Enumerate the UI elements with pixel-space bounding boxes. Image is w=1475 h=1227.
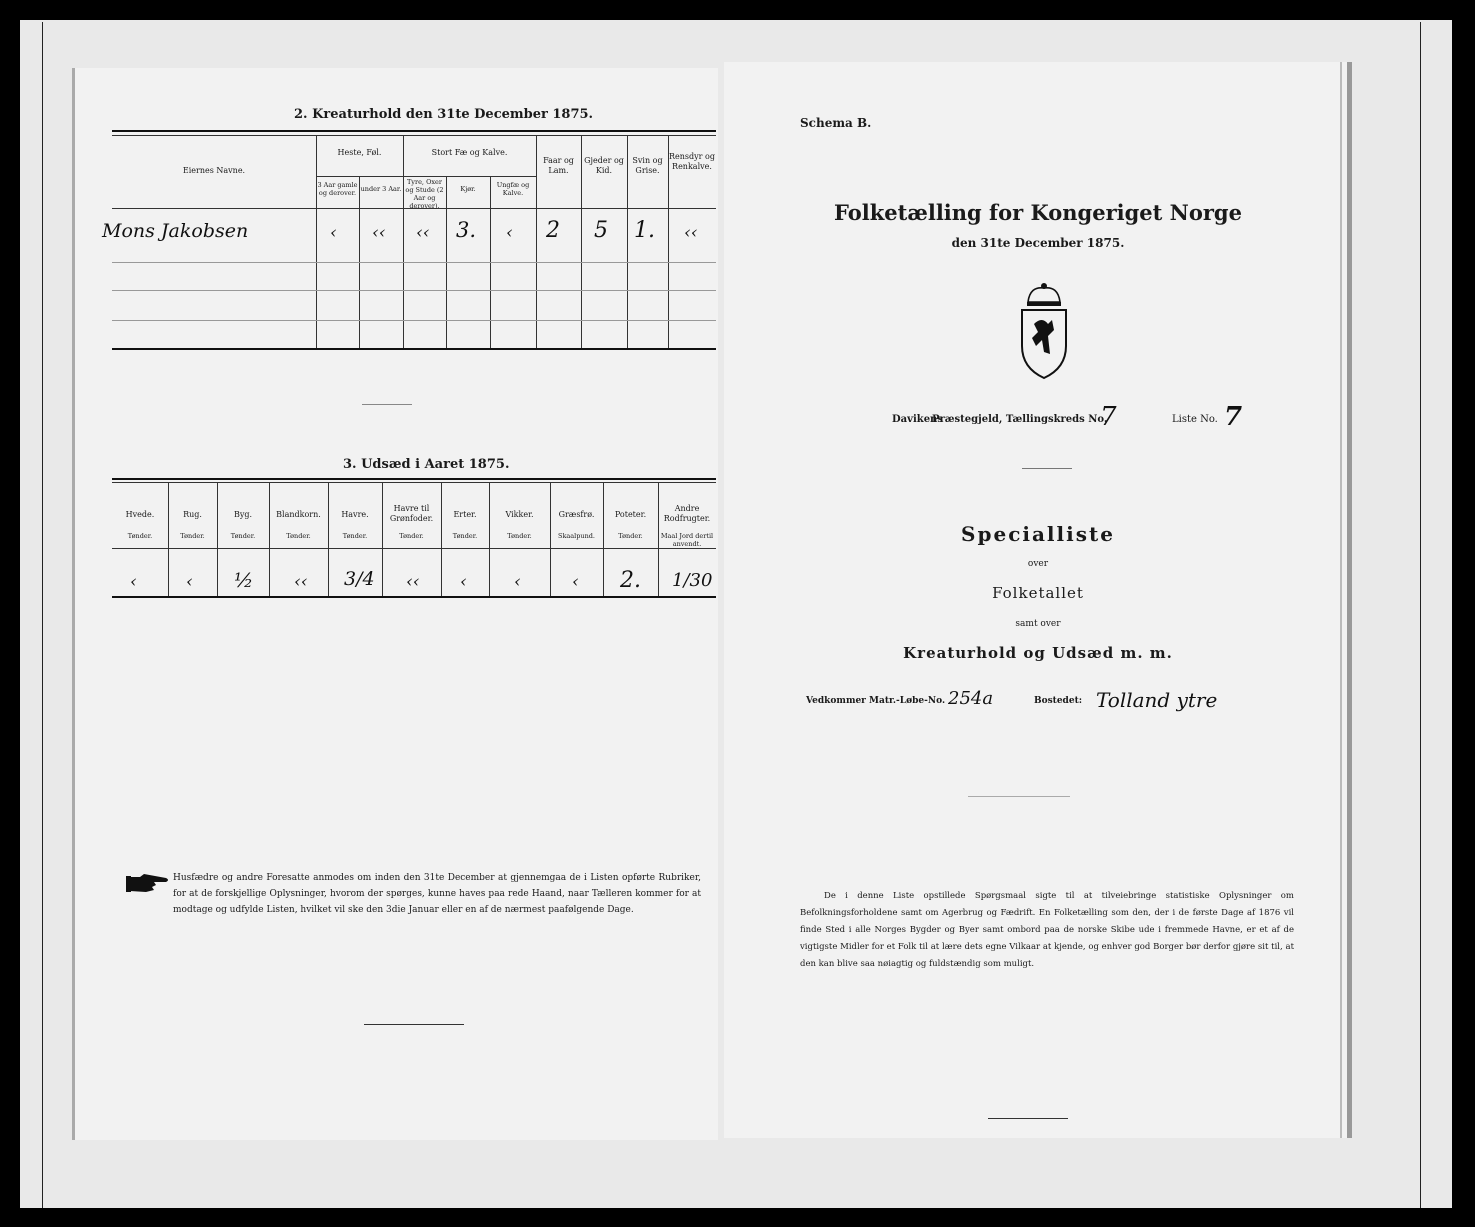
- udsaed-header-4: Blandkorn.: [276, 510, 321, 519]
- col-header-gjeder: Gjeder og Kid.: [584, 156, 624, 175]
- kreaturhold-label: Kreaturhold og Udsæd m. m.: [903, 644, 1173, 662]
- bosted-label: Bostedet:: [1034, 696, 1083, 706]
- udsaed-value-3: ½: [234, 568, 254, 592]
- scan-frame-right: [1420, 22, 1421, 1208]
- udsaed-unit-2: Tønder.: [180, 532, 205, 540]
- col-header-stort-sub2: Kjør.: [460, 185, 476, 193]
- col-header-stort-sub1: Tyre, Oxer og Stude (2 Aar og derover).: [405, 178, 444, 210]
- specialliste-title: Specialliste: [961, 522, 1115, 546]
- samt-over-label: samt over: [1015, 619, 1061, 629]
- udsaed-value-1: ‹: [130, 572, 137, 592]
- udsaed-value-5: 3/4: [344, 568, 375, 590]
- udsaed-unit-5: Tønder.: [342, 532, 368, 540]
- udsaed-header-2: Rug.: [183, 510, 202, 519]
- footer-text: De i denne Liste opstillede Spørgsmaal sigte til at tilveiebringe statistiske Oplysninger om Befolkningsforholdene samt om Agerbrug og Fædrift. En Folketælling som den, der i de første Dage af 1876 vil finde Sted i alle Norges Bygder og Byer samt ombord paa de norske Skibe ude i fremmede Havne, er et af de vigtigste Midler for et Folk til at lære dets egne Vilkaar at kjende, og enhver god Borger bør derfor gjøre sit til, at den kan blive saa nøiagtig og fuldstændig som muligt.: [800, 891, 1294, 969]
- over-label: over: [1027, 559, 1049, 569]
- col-header-heste: Heste, Føl.: [337, 148, 382, 157]
- udsaed-value-9: ‹: [572, 572, 579, 592]
- col-header-svin: Svin og Grise.: [632, 156, 663, 175]
- livestock-value-4: 3.: [456, 218, 477, 242]
- kreds-number: 7: [1100, 402, 1117, 432]
- bosted-value: Tolland ytre: [1096, 688, 1218, 712]
- udsaed-header-11: Andre Rodfrugter.: [663, 504, 711, 523]
- col-header-rensdyr: Rensdyr og Renkalve.: [669, 152, 715, 171]
- col-header-name: Eiernes Navne.: [182, 166, 246, 175]
- col-header-heste-sub1: 3 Aar gamle og derover.: [317, 181, 358, 197]
- udsaed-unit-6: Tønder.: [399, 532, 424, 540]
- col-header-stort: Stort Fæ og Kalve.: [431, 148, 508, 157]
- udsaed-header-7: Erter.: [453, 510, 477, 519]
- livestock-value-6: 2: [546, 218, 560, 243]
- udsaed-header-10: Poteter.: [614, 510, 647, 519]
- livestock-value-7: 5: [594, 218, 608, 243]
- udsaed-value-8: ‹: [514, 572, 521, 592]
- livestock-value-5: ‹: [506, 223, 513, 243]
- udsaed-unit-8: Tønder.: [507, 532, 532, 540]
- location-label: Præstegjeld, Tællingskreds No.: [932, 414, 1108, 425]
- udsaed-value-11: 1/30: [672, 570, 713, 591]
- liste-label: Liste No.: [1172, 414, 1218, 425]
- udsaed-unit-11: Maal Jord dertil anvendt.: [660, 532, 714, 548]
- udsaed-unit-9: Skaalpund.: [558, 532, 595, 540]
- schema-label: Schema B.: [800, 116, 872, 130]
- udsaed-unit-4: Tønder.: [286, 532, 311, 540]
- livestock-value-9: ‹‹: [684, 223, 698, 243]
- udsaed-value-10: 2.: [620, 568, 641, 593]
- udsaed-unit-10: Tønder.: [618, 532, 643, 540]
- census-title: Folketælling for Kongeriget Norge: [834, 200, 1242, 225]
- matr-number: 254a: [948, 688, 994, 709]
- coat-of-arms-icon: [1014, 280, 1074, 380]
- pointing-hand-icon: [126, 872, 170, 894]
- udsaed-value-4: ‹‹: [294, 572, 308, 592]
- section3-title: 3. Udsæd i Aaret 1875.: [343, 457, 510, 472]
- udsaed-unit-7: Tønder.: [452, 532, 478, 540]
- udsaed-value-6: ‹‹: [406, 572, 420, 592]
- right-page: [724, 62, 1352, 1138]
- udsaed-value-7: ‹: [460, 572, 467, 592]
- section2-title: 2. Kreaturhold den 31te December 1875.: [294, 107, 594, 122]
- udsaed-header-6: Havre til Grønfoder.: [389, 504, 434, 523]
- col-header-stort-sub3: Ungfæ og Kalve.: [496, 181, 530, 197]
- matr-label: Vedkommer Matr.-Løbe-No.: [806, 696, 946, 706]
- col-header-faar: Faar og Lam.: [543, 156, 574, 175]
- udsaed-header-3: Byg.: [233, 510, 253, 519]
- notice-text: Husfædre og andre Foresatte anmodes om inden den 31te December at gjennemgaa de i Listen opførte Rubriker, for at de forskjellige Oplysninger, hvorom der spørges, kunne haves paa rede Haand, naar Tælleren kommer for at modtage og udfylde Listen, hvilket vil ske den 3die Januar eller en af de nærmest paafølgende Dage.: [173, 873, 701, 915]
- scan-frame-left: [42, 22, 43, 1208]
- udsaed-header-8: Vikker.: [505, 510, 534, 519]
- col-header-heste-sub2: under 3 Aar.: [360, 185, 402, 193]
- livestock-value-3: ‹‹: [416, 223, 430, 243]
- liste-number: 7: [1224, 402, 1243, 432]
- owner-name: Mons Jakobsen: [102, 220, 249, 242]
- udsaed-header-1: Hvede.: [125, 510, 155, 519]
- location-prefix: Davikens: [892, 414, 943, 425]
- udsaed-unit-3: Tønder.: [230, 532, 256, 540]
- udsaed-header-5: Havre.: [341, 510, 369, 519]
- livestock-value-8: 1.: [634, 218, 655, 243]
- udsaed-unit-1: Tønder.: [127, 532, 153, 540]
- livestock-value-2: ‹‹: [372, 223, 386, 243]
- udsaed-header-9: Græsfrø.: [558, 510, 595, 519]
- left-page: [72, 68, 718, 1140]
- livestock-value-1: ‹: [330, 223, 337, 243]
- folketallet-label: Folketallet: [992, 584, 1084, 602]
- udsaed-value-2: ‹: [186, 572, 193, 592]
- census-date: den 31te December 1875.: [951, 236, 1125, 250]
